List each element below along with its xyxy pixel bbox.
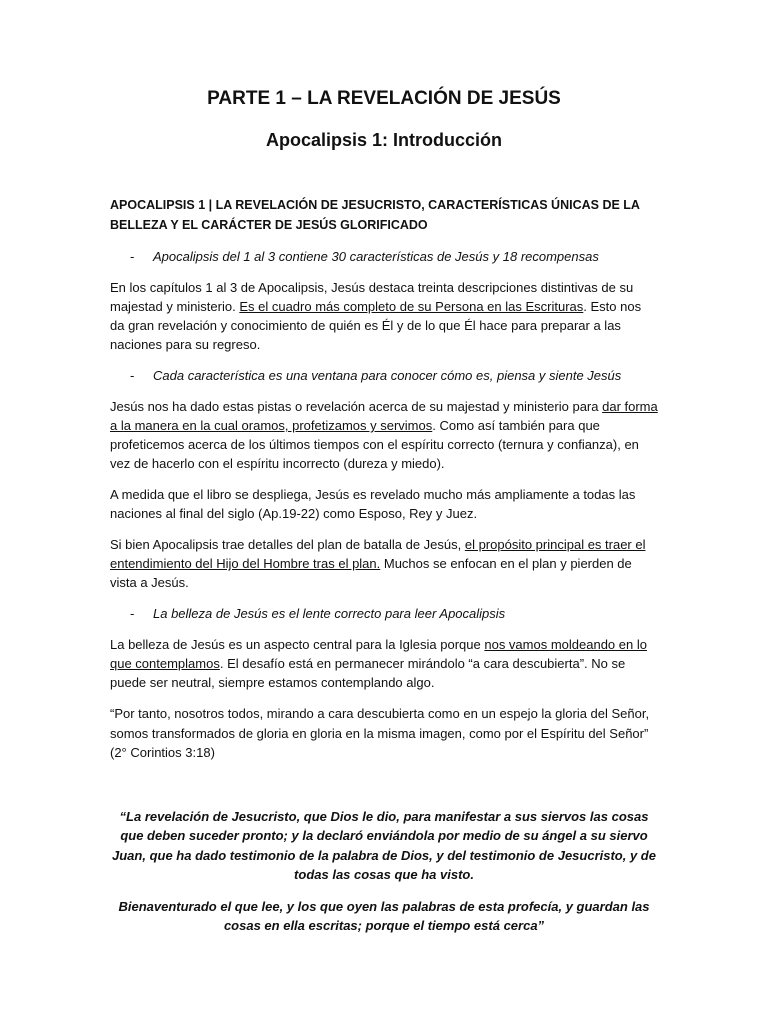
- bullet-item-3: [110, 604, 658, 623]
- bullet-dash: -: [130, 368, 135, 383]
- underlined-text: nos vamos moldeando en lo que contemplamos: [110, 637, 647, 671]
- underlined-text: Es el cuadro más completo de su Persona en las Escrituras: [239, 299, 584, 314]
- bullet-dash: -: [130, 606, 135, 621]
- underlined-text: dar forma a la manera en la cual oramos, profetizamos y servimos: [110, 399, 658, 433]
- underlined-text: el propósito principal es traer el entendimiento del Hijo del Hombre tras el plan.: [110, 537, 646, 571]
- paragraph-text: Si bien Apocalipsis trae detalles del plan de batalla de Jesús,: [110, 537, 465, 552]
- bullet-item-2: [110, 366, 658, 385]
- corintios-quote: “Por tanto, nosotros todos, mirando a cara descubierta como en un espejo la gloria del Señor, somos transformados de gloria en gloria en la misma imagen, como por el Espíritu del Señor” (2° Corintios 3:18): [110, 706, 650, 760]
- bullet-text: Cada característica es una ventana para conocer cómo es, piensa y siente Jesús: [153, 368, 622, 383]
- bullet-dash: -: [130, 249, 135, 264]
- paragraph-text: Muchos se enfocan en el plan y pierden de vista a Jesús.: [110, 556, 632, 590]
- paragraph-text: . El desafío está en permanecer mirándolo “a cara descubierta”. No se puede ser neutral, siempre estamos contemplando algo.: [110, 656, 626, 690]
- page-title: PARTE 1 – LA REVELACIÓN DE JESÚS: [207, 88, 561, 109]
- paragraph-text: En los capítulos 1 al 3 de Apocalipsis, Jesús destaca treinta descripciones distintivas de su majestad y ministerio.: [110, 280, 634, 314]
- bold-quote-revelacion: “La revelación de Jesucristo, que Dios le dio, para manifestar a sus siervos las cosas que deben suceder pronto; y la declaró enviándola por medio de su ángel a su siervo Juan, que ha dado testimonio de la palabra de Dios, y del testimonio de Jesucristo, y de todas las cosas que ha visto.: [112, 808, 656, 882]
- paragraph-4: [110, 535, 658, 592]
- page-subtitle: Apocalipsis 1: Introducción: [265, 130, 503, 150]
- bullet-text: Apocalipsis del 1 al 3 contiene 30 características de Jesús y 18 recompensas: [153, 249, 599, 264]
- paragraph-2: [110, 397, 658, 473]
- paragraph-text: . Como así también para que profeticemos acerca de los últimos tiempos con el espíritu correcto (ternura y confianza), en vez de hacerlo con el espíritu incorrecto (dureza y miedo).: [110, 418, 639, 471]
- paragraph-text: Jesús nos ha dado estas pistas o revelación acerca de su majestad y ministerio para: [110, 399, 603, 414]
- paragraph-3: A medida que el libro se despliega, Jesús es revelado mucho más ampliamente a todas las naciones al final del siglo (Ap.19-22) como Esposo, Rey y Juez.: [110, 487, 636, 521]
- bullet-text: La belleza de Jesús es el lente correcto para leer Apocalipsis: [153, 606, 506, 621]
- paragraph-1: [110, 278, 658, 354]
- paragraph-text: La belleza de Jesús es un aspecto central para la Iglesia porque: [110, 637, 485, 652]
- bold-quote-bienaventurado: Bienaventurado el que lee, y los que oyen las palabras de esta profecía, y guardan las cosas en ella escritas; porque el tiempo está cerca”: [118, 898, 650, 933]
- paragraph-5: [110, 635, 658, 692]
- paragraph-text: . Esto nos da gran revelación y conocimiento de quién es Él y de lo que Él hace para preparar a las naciones para su regreso.: [110, 299, 642, 352]
- section-heading: APOCALIPSIS 1 | LA REVELACIÓN DE JESUCRISTO, CARACTERÍSTICAS ÚNICAS DE LA BELLEZA Y EL CARÁCTER DE JESÚS GLORIFICADO: [110, 198, 640, 232]
- bullet-item-1: [110, 247, 658, 266]
